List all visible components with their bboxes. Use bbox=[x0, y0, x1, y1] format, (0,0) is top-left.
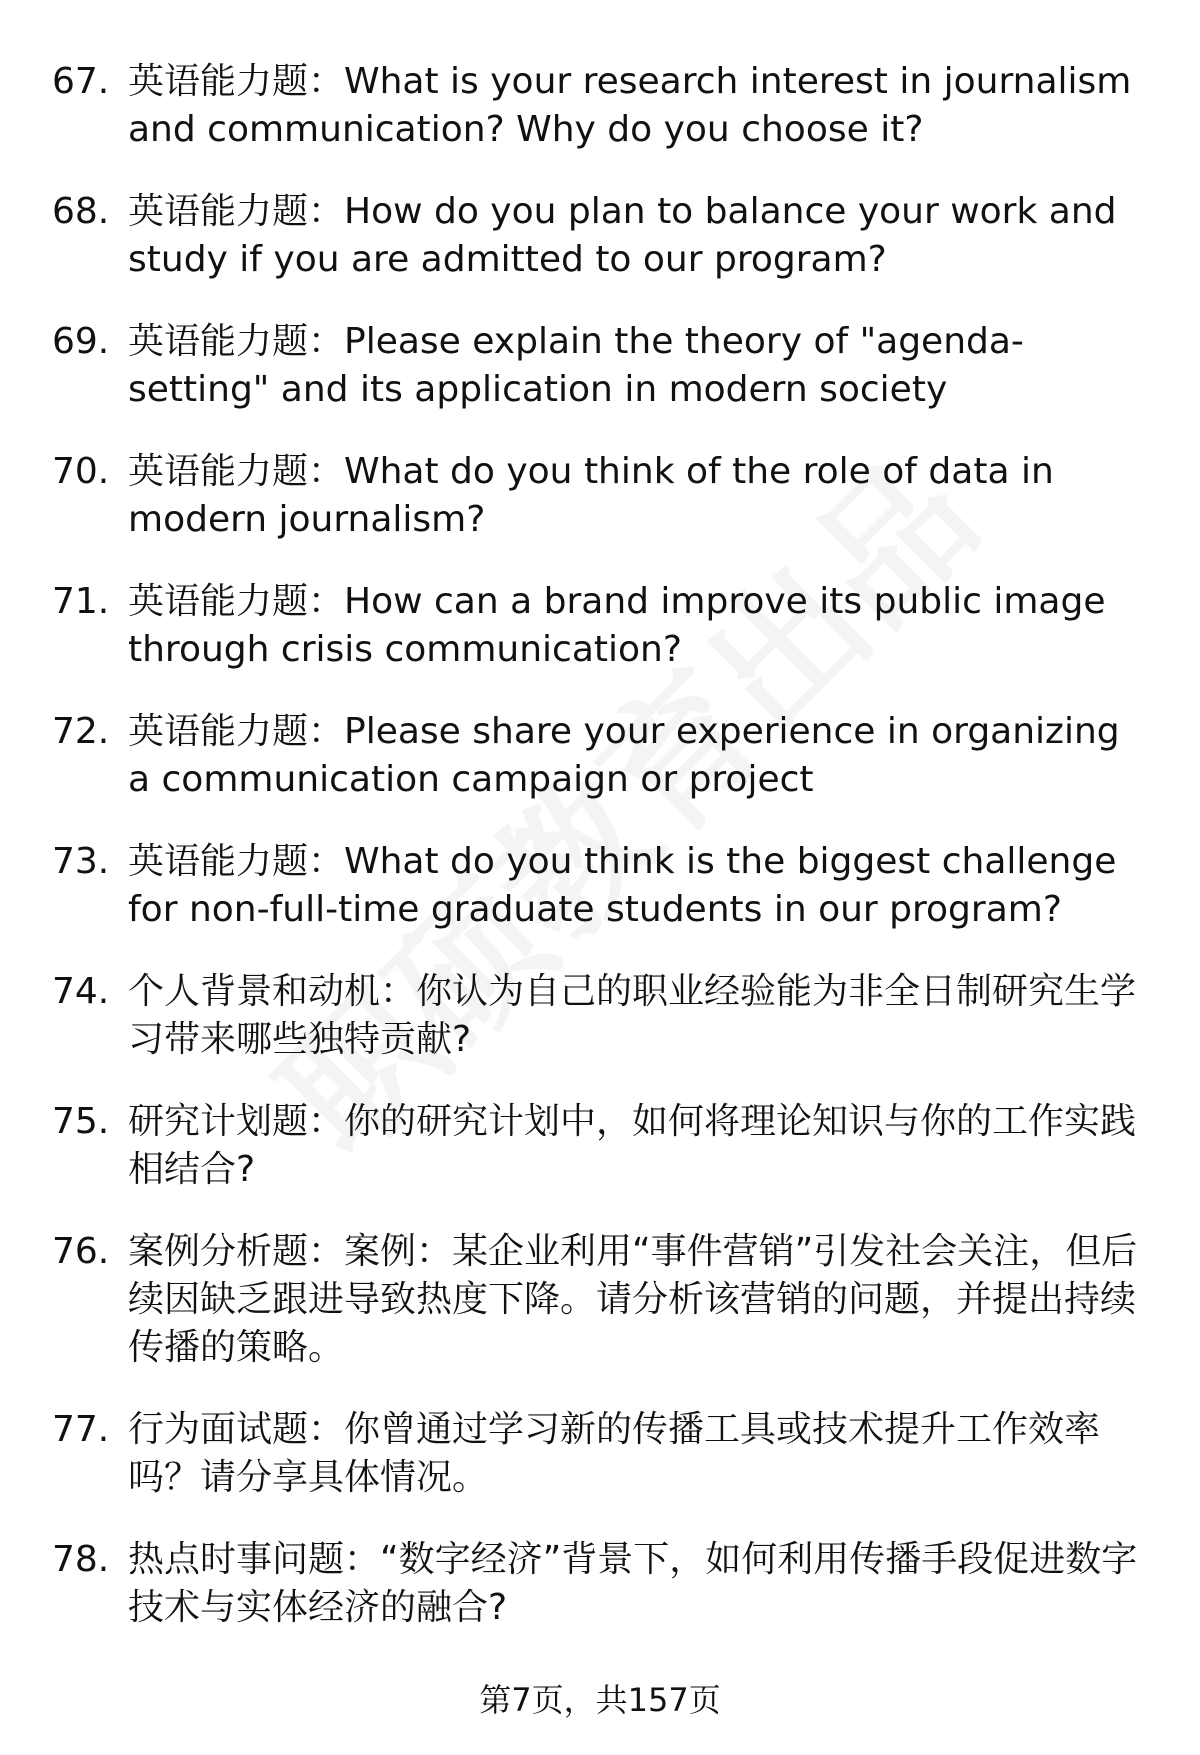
question-number: 71. bbox=[52, 581, 110, 622]
question-item-69 bbox=[52, 318, 1152, 414]
question-number: 77. bbox=[52, 1409, 110, 1450]
question-number: 74. bbox=[52, 971, 110, 1012]
question-number: 75. bbox=[52, 1101, 110, 1142]
question-number: 73. bbox=[52, 841, 110, 882]
question-text: 案例分析题：案例：某企业利用“事件营销”引发社会关注，但后续因缺乏跟进导致热度下降。请分析该营销的问题，并提出持续传播的策略。 bbox=[128, 1231, 1138, 1368]
question-text: 英语能力题：What is your research interest in journalism and communication? Why do you choose it? bbox=[128, 61, 1132, 150]
question-item-70 bbox=[52, 448, 1152, 544]
question-number: 78. bbox=[52, 1539, 110, 1580]
question-number: 70. bbox=[52, 451, 110, 492]
question-text: 个人背景和动机：你认为自己的职业经验能为非全日制研究生学习带来哪些独特贡献? bbox=[128, 971, 1137, 1060]
question-item-72 bbox=[52, 708, 1152, 804]
question-text: 英语能力题：What do you think is the biggest challenge for non-full-time graduate students in our program? bbox=[128, 841, 1117, 930]
question-text: 英语能力题：Please explain the theory of "agenda-setting" and its application in modern society bbox=[128, 321, 1024, 410]
question-text: 热点时事问题：“数字经济”背景下，如何利用传播手段促进数字技术与实体经济的融合? bbox=[128, 1539, 1138, 1628]
question-number: 67. bbox=[52, 61, 110, 102]
question-item-67 bbox=[52, 58, 1152, 154]
page-footer: 第7页，共157页 bbox=[479, 1681, 721, 1719]
question-text: 研究计划题：你的研究计划中，如何将理论知识与你的工作实践相结合? bbox=[128, 1101, 1137, 1190]
question-number: 68. bbox=[52, 191, 110, 232]
question-item-74 bbox=[52, 968, 1152, 1064]
question-item-68 bbox=[52, 188, 1152, 284]
question-text: 英语能力题：Please share your experience in organizing a communication campaign or project bbox=[128, 711, 1120, 800]
question-number: 69. bbox=[52, 321, 110, 362]
question-text: 行为面试题：你曾通过学习新的传播工具或技术提升工作效率吗？请分享具体情况。 bbox=[128, 1409, 1101, 1498]
question-item-73 bbox=[52, 838, 1152, 934]
question-item-75 bbox=[52, 1098, 1152, 1194]
question-text: 英语能力题：How do you plan to balance your work and study if you are admitted to our program? bbox=[128, 191, 1117, 280]
question-number: 72. bbox=[52, 711, 110, 752]
question-item-76 bbox=[52, 1228, 1152, 1372]
question-text: 英语能力题：How can a brand improve its public image through crisis communication? bbox=[128, 581, 1106, 670]
question-number: 76. bbox=[52, 1231, 110, 1272]
question-item-77 bbox=[52, 1406, 1152, 1502]
question-list bbox=[52, 58, 1152, 1666]
question-item-71 bbox=[52, 578, 1152, 674]
question-item-78 bbox=[52, 1536, 1152, 1632]
question-text: 英语能力题：What do you think of the role of data in modern journalism? bbox=[128, 451, 1054, 540]
